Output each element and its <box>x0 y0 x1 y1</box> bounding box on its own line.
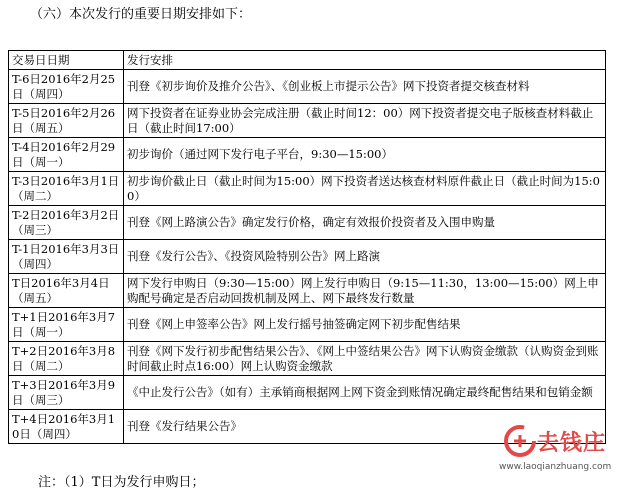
row-plan: 刊登《网下发行初步配售结果公告》、《网上中签结果公告》网下认购资金缴款（认购资金到账时间截止时点16:00）网上认购资金缴款 <box>124 342 606 376</box>
table-row <box>9 172 606 206</box>
watermark <box>497 420 615 480</box>
row-plan: 刊登《网上申签率公告》网上发行摇号抽签确定网下初步配售结果 <box>124 308 606 342</box>
row-plan: 网下投资者在证券业协会完成注册（截止时间12：00）网下投资者提交电子版核查材料截止日（截止时间17:00） <box>124 104 606 138</box>
row-plan: 刊登《发行公告》、《投资风险特别公告》网上路演 <box>124 240 606 274</box>
row-plan: 《中止发行公告》（如有）主承销商根据网上网下资金到账情况确定最终配售结果和包销金额 <box>124 376 606 410</box>
schedule-table <box>8 50 606 444</box>
row-date: T日2016年3月4日（周五） <box>9 274 124 308</box>
row-date: T+2日2016年3月8日（周二） <box>9 342 124 376</box>
table-row <box>9 206 606 240</box>
table-row <box>9 240 606 274</box>
watermark-title: 去钱庄 <box>537 431 607 456</box>
row-plan: 刊登《初步询价及推介公告》、《创业板上市提示公告》网下投资者提交核查材料 <box>124 70 606 104</box>
row-plan: 初步询价截止日（截止时间为15:00）网下投资者送达核查材料原件截止日（截止时间为15:00） <box>124 172 606 206</box>
row-date: T+4日2016年3月10日（周四） <box>9 410 124 444</box>
table-header-row <box>9 51 606 70</box>
row-plan: 刊登《发行结果公告》 <box>124 410 606 444</box>
row-date: T+1日2016年3月7日（周一） <box>9 308 124 342</box>
header-plan: 发行安排 <box>124 51 606 70</box>
header-date: 交易日日期 <box>9 51 124 70</box>
row-date: T-6日2016年2月25日（周四） <box>9 70 124 104</box>
table-row <box>9 274 606 308</box>
watermark-url: www.laoqianzhuang.com <box>499 462 612 472</box>
row-date: T-3日2016年3月1日（周二） <box>9 172 124 206</box>
table-row <box>9 376 606 410</box>
row-date: T+3日2016年3月9日（周三） <box>9 376 124 410</box>
row-date: T-4日2016年2月29日（周一） <box>9 138 124 172</box>
table-row <box>9 104 606 138</box>
table-row <box>9 308 606 342</box>
row-date: T-2日2016年3月2日（周三） <box>9 206 124 240</box>
watermark-logo-icon <box>503 424 537 458</box>
row-plan: 网下发行申购日（9:30—15:00）网上发行申购日（9:15—11:30，13:00—15:00）网上申购配号确定是否启动回拨机制及网上、网下最终发行数量 <box>124 274 606 308</box>
table-row <box>9 342 606 376</box>
row-date: T-5日2016年2月26日（周五） <box>9 104 124 138</box>
footnote: 注：（1）T日为发行申购日； <box>38 475 205 490</box>
table-row <box>9 138 606 172</box>
row-plan: 初步询价（通过网下发行电子平台，9:30—15:00） <box>124 138 606 172</box>
table-row <box>9 70 606 104</box>
row-date: T-1日2016年3月3日（周四） <box>9 240 124 274</box>
section-heading: （六）本次发行的重要日期安排如下： <box>30 7 252 22</box>
row-plan: 刊登《网上路演公告》确定发行价格，确定有效报价投资者及入围申购量 <box>124 206 606 240</box>
